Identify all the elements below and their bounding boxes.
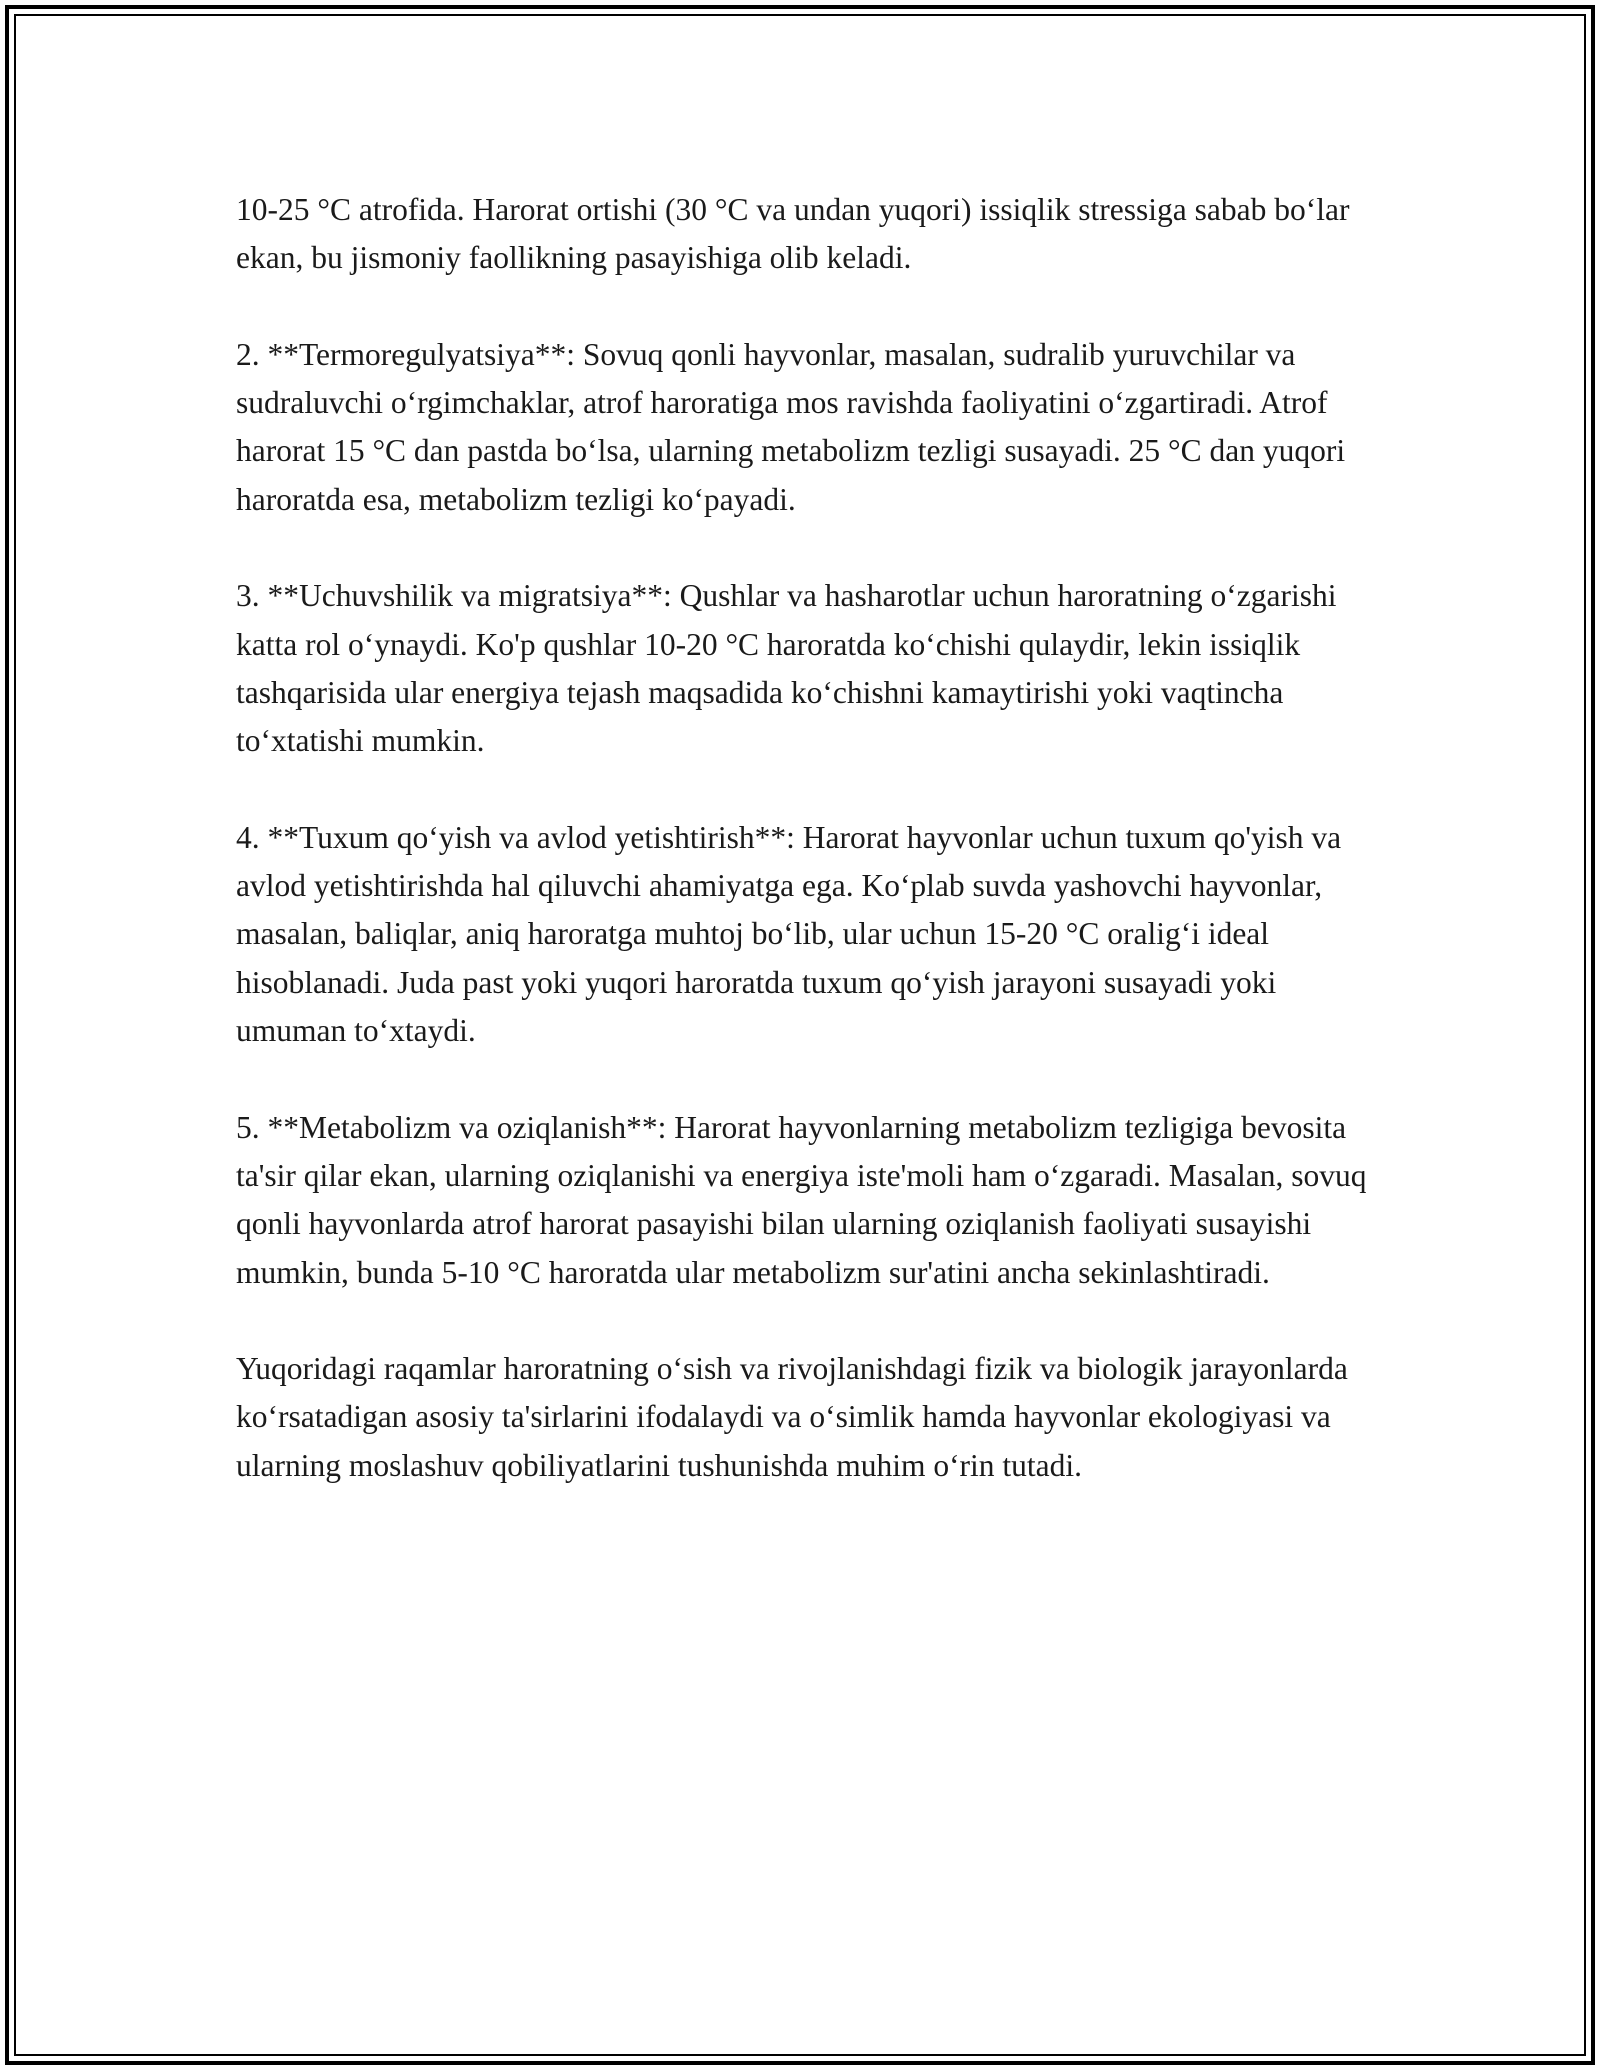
paragraph-metabolism-feeding: 5. **Metabolizm va oziqlanish**: Harorat hayvonlarning metabolizm tezligiga bevosita ta'sir qilar ekan, ularning oziqlanishi va energiya iste'moli ham o‘zgaradi. Masalan, sovuq qonli hayvonlarda atrof harorat pasayishi bilan ularning oziqlanish faoliyati susayishi mumkin, bunda 5-10 °C haroratda ular metabolizm sur'atini ancha sekinlashtiradi. xyxy=(236,1109,1367,1290)
paragraph-temperature-stress: 10-25 °C atrofida. Harorat ortishi (30 °C va undan yuqori) issiqlik stressiga sabab bo‘lar ekan, bu jismoniy faollikning pasayishiga olib keladi. xyxy=(236,192,1350,276)
document-body xyxy=(236,186,1376,1490)
paragraph-conclusion: Yuqoridagi raqamlar haroratning o‘sish va rivojlanishdagi fizik va biologik jarayonlarda ko‘rsatadigan asosiy ta'sirlarini ifodalaydi va o‘simlik hamda hayvonlar ekologiyasi va ularning moslashuv qobiliyatlarini tushunishda muhim o‘rin tutadi. xyxy=(236,1351,1348,1483)
paragraph-egg-laying: 4. **Tuxum qo‘yish va avlod yetishtirish**: Harorat hayvonlar uchun tuxum qo'yish va avlod yetishtirishda hal qiluvchi ahamiyatga ega. Ko‘plab suvda yashovchi hayvonlar, masalan, baliqlar, aniq haroratga muhtoj bo‘lib, ular uchun 15-20 °C oralig‘i ideal hisoblanadi. Juda past yoki yuqori haroratda tuxum qo‘yish jarayoni susayadi yoki umuman to‘xtaydi. xyxy=(236,819,1342,1049)
paragraph-flight-migration: 3. **Uchuvshilik va migratsiya**: Qushlar va hasharotlar uchun haroratning o‘zgarishi katta rol o‘ynaydi. Ko'p qushlar 10-20 °C haroratda ko‘chishi qulaydir, lekin issiqlik tashqarisida ular energiya tejash maqsadida ko‘chishni kamaytirishi yoki vaqtincha to‘xtatishi mumkin. xyxy=(236,578,1337,759)
paragraph-thermoregulation: 2. **Termoregulyatsiya**: Sovuq qonli hayvonlar, masalan, sudralib yuruvchilar va sudraluvchi o‘rgimchaklar, atrof haroratiga mos ravishda faoliyatini o‘zgartiradi. Atrof harorat 15 °C dan pastda bo‘lsa, ularning metabolizm tezligi susayadi. 25 °C dan yuqori haroratda esa, metabolizm tezligi ko‘payadi. xyxy=(236,336,1346,517)
